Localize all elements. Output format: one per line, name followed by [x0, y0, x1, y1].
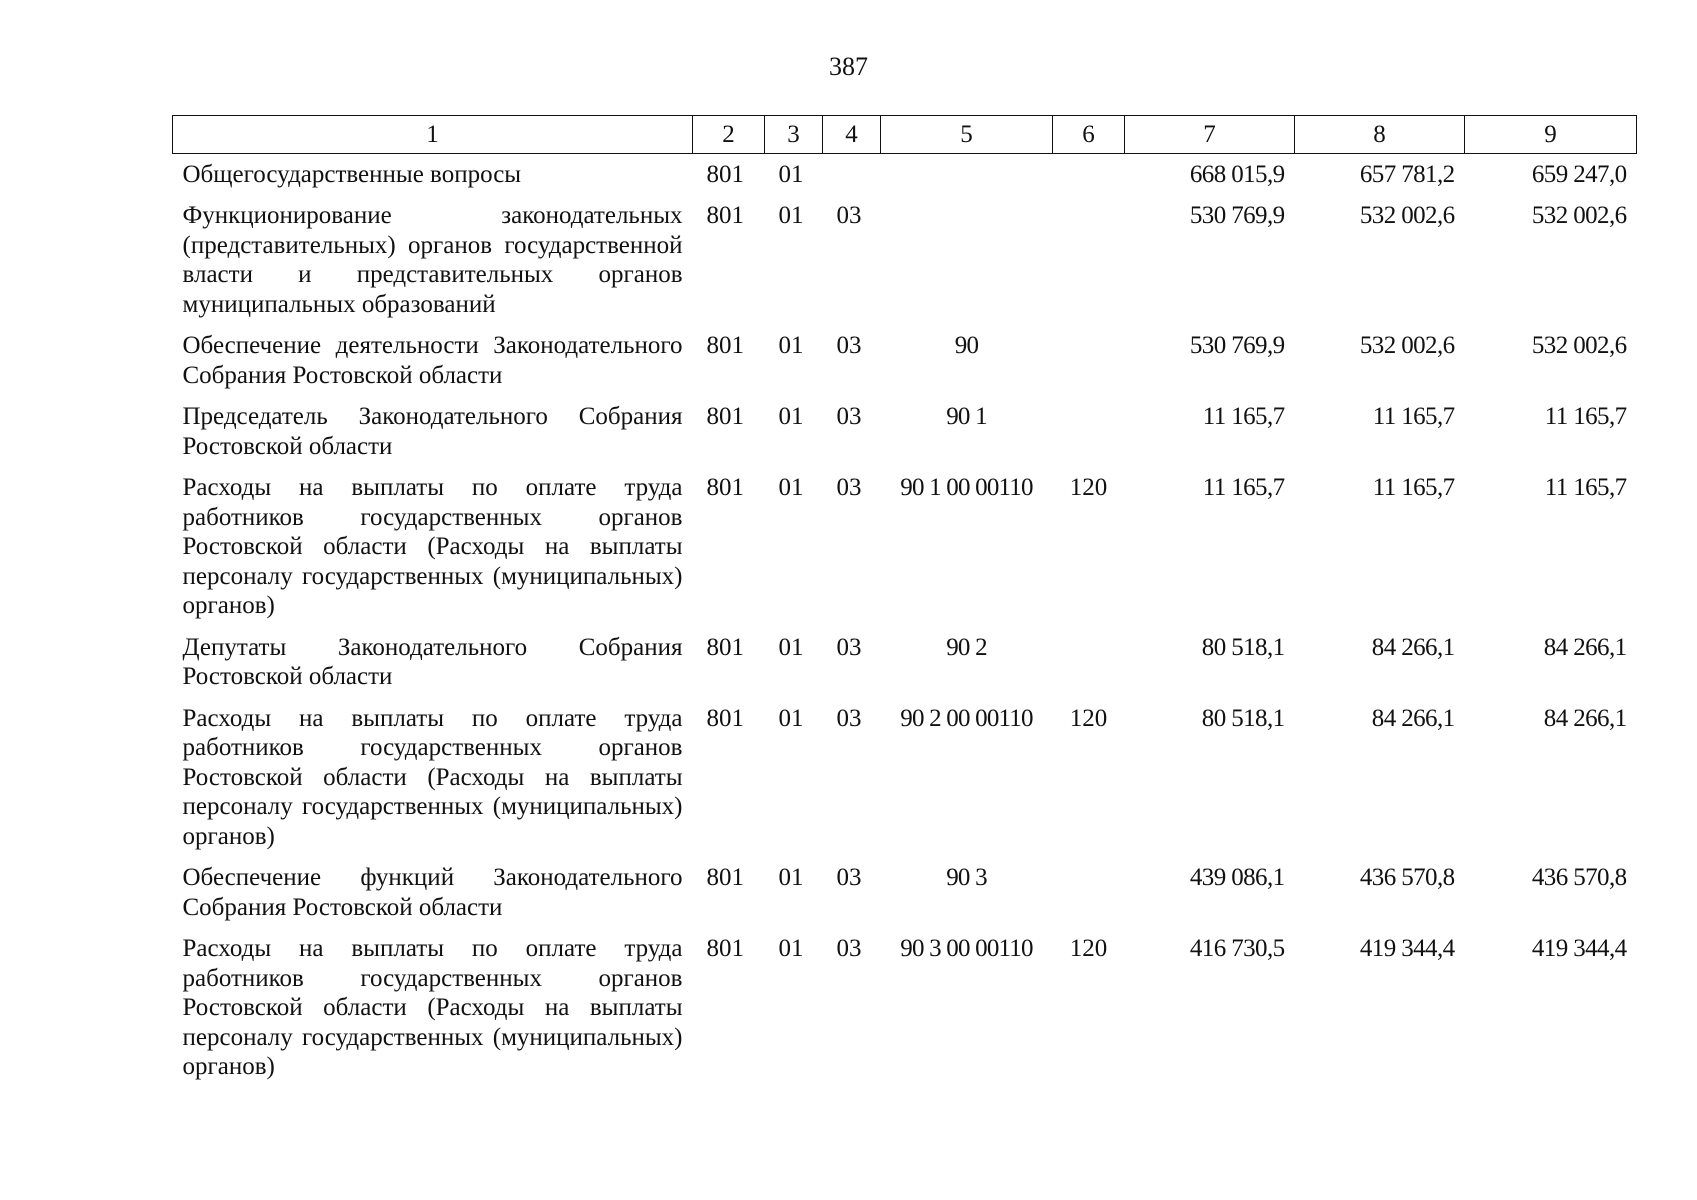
header-cell-3: 3: [765, 116, 823, 154]
row-csr: [881, 195, 1053, 325]
row-value-1: 439 086,1: [1189, 864, 1285, 891]
row-value-1: 11 165,7: [1202, 403, 1285, 430]
row-value-1: 668 015,9: [1189, 160, 1285, 188]
table-row: [173, 698, 1637, 858]
row-vr: [1053, 195, 1125, 325]
row-ved: 801: [706, 704, 744, 732]
row-rz: 01: [778, 332, 804, 359]
row-vr: 120: [1069, 704, 1108, 732]
header-cell-1: 1: [173, 116, 693, 154]
row-value-3: 659 247,0: [1531, 160, 1627, 188]
row-ved: 801: [706, 332, 744, 359]
row-ved: 801: [706, 474, 744, 501]
row-csr: 90 3: [946, 864, 987, 891]
row-rz: 01: [778, 864, 804, 891]
row-value-1: 80 518,1: [1201, 704, 1285, 732]
row-vr: [1053, 857, 1125, 928]
row-csr: 90 2: [946, 633, 987, 661]
row-name: Общегосударственные вопросы: [182, 160, 522, 188]
row-rz: 01: [778, 633, 804, 661]
row-name: Расходы на выплаты по оплате труда работников государственных органов Ростовской области (Расходы на выплаты персоналу государственных (муниципальных) органов): [182, 704, 683, 850]
row-value-1: 416 730,5: [1189, 935, 1285, 962]
header-cell-8: 8: [1295, 116, 1465, 154]
row-ved: 801: [706, 202, 744, 229]
row-value-3: 84 266,1: [1543, 704, 1627, 732]
row-pr: 03: [836, 633, 862, 661]
row-rz: 01: [778, 474, 804, 501]
row-csr: [881, 153, 1053, 195]
row-csr: 90 3 00 00110: [900, 935, 1033, 962]
row-value-3: 436 570,8: [1531, 864, 1627, 891]
header-cell-7: 7: [1125, 116, 1295, 154]
row-vr: 120: [1069, 935, 1108, 962]
table-row: [173, 396, 1637, 467]
row-name: Функционирование законодательных (представительных) органов государственной власти и представительных органов муниципальных образований: [182, 202, 683, 318]
table-row: [173, 627, 1637, 698]
row-name: Председатель Законодательного Собрания Ростовской области: [182, 403, 683, 460]
row-ved: 801: [706, 864, 744, 891]
row-vr: [1053, 325, 1125, 396]
row-name: Депутаты Законодательного Собрания Ростовской области: [182, 633, 683, 690]
table-row: [173, 928, 1637, 1088]
row-value-3: 532 002,6: [1531, 202, 1627, 229]
table-header: [173, 116, 1637, 154]
row-csr: 90: [954, 332, 979, 359]
row-value-1: 530 769,9: [1189, 332, 1285, 359]
row-name: Расходы на выплаты по оплате труда работников государственных органов Ростовской области (Расходы на выплаты персоналу государственных (муниципальных) органов): [182, 474, 683, 619]
header-cell-2: 2: [693, 116, 765, 154]
table-row: [173, 153, 1637, 195]
row-name: Обеспечение функций Законодательного Собрания Ростовской области: [182, 864, 683, 921]
row-csr: 90 1: [946, 403, 987, 430]
row-value-2: 532 002,6: [1359, 332, 1455, 359]
row-value-3: 11 165,7: [1544, 474, 1627, 501]
row-pr: 03: [836, 474, 862, 501]
header-row: [173, 116, 1637, 154]
header-cell-6: 6: [1053, 116, 1125, 154]
row-value-1: 80 518,1: [1201, 633, 1285, 661]
row-pr: 03: [836, 864, 862, 891]
row-value-2: 436 570,8: [1359, 864, 1455, 891]
row-vr: [1053, 396, 1125, 467]
row-pr: 03: [836, 403, 862, 430]
row-value-3: 11 165,7: [1544, 403, 1627, 430]
row-value-3: 84 266,1: [1543, 633, 1627, 661]
row-value-2: 11 165,7: [1372, 403, 1455, 430]
row-pr: 03: [836, 935, 862, 962]
row-ved: 801: [706, 403, 744, 430]
row-value-1: 530 769,9: [1189, 202, 1285, 229]
table-row: [173, 325, 1637, 396]
row-rz: 01: [778, 935, 804, 962]
row-name: Обеспечение деятельности Законодательного Собрания Ростовской области: [182, 332, 683, 389]
budget-table: [172, 115, 1637, 1088]
table-row: [173, 467, 1637, 627]
row-vr: 120: [1069, 474, 1108, 501]
row-pr: [823, 153, 881, 195]
row-vr: [1053, 627, 1125, 698]
row-value-2: 419 344,4: [1359, 935, 1455, 962]
row-pr: 03: [836, 704, 862, 732]
row-value-2: 11 165,7: [1372, 474, 1455, 501]
row-csr: 90 2 00 00110: [900, 704, 1033, 732]
row-value-2: 84 266,1: [1371, 704, 1455, 732]
row-rz: 01: [778, 202, 804, 229]
row-rz: 01: [778, 704, 804, 732]
row-ved: 801: [706, 935, 744, 962]
header-cell-9: 9: [1465, 116, 1637, 154]
row-value-1: 11 165,7: [1202, 474, 1285, 501]
row-value-3: 532 002,6: [1531, 332, 1627, 359]
row-rz: 01: [778, 403, 804, 430]
table-row: [173, 195, 1637, 325]
row-value-2: 532 002,6: [1359, 202, 1455, 229]
header-cell-5: 5: [881, 116, 1053, 154]
row-rz: 01: [778, 160, 804, 188]
row-ved: 801: [706, 160, 744, 188]
row-ved: 801: [706, 633, 744, 661]
table-body: [173, 153, 1637, 1088]
row-name: Расходы на выплаты по оплате труда работников государственных органов Ростовской области (Расходы на выплаты персоналу государственных (муниципальных) органов): [182, 935, 683, 1080]
row-vr: [1053, 153, 1125, 195]
row-value-2: 84 266,1: [1371, 633, 1455, 661]
header-cell-4: 4: [823, 116, 881, 154]
row-value-2: 657 781,2: [1359, 160, 1455, 188]
table-row: [173, 857, 1637, 928]
row-value-3: 419 344,4: [1531, 935, 1627, 962]
row-pr: 03: [836, 332, 862, 359]
row-csr: 90 1 00 00110: [900, 474, 1033, 501]
page-number: 387: [829, 52, 868, 81]
row-pr: 03: [836, 202, 862, 229]
